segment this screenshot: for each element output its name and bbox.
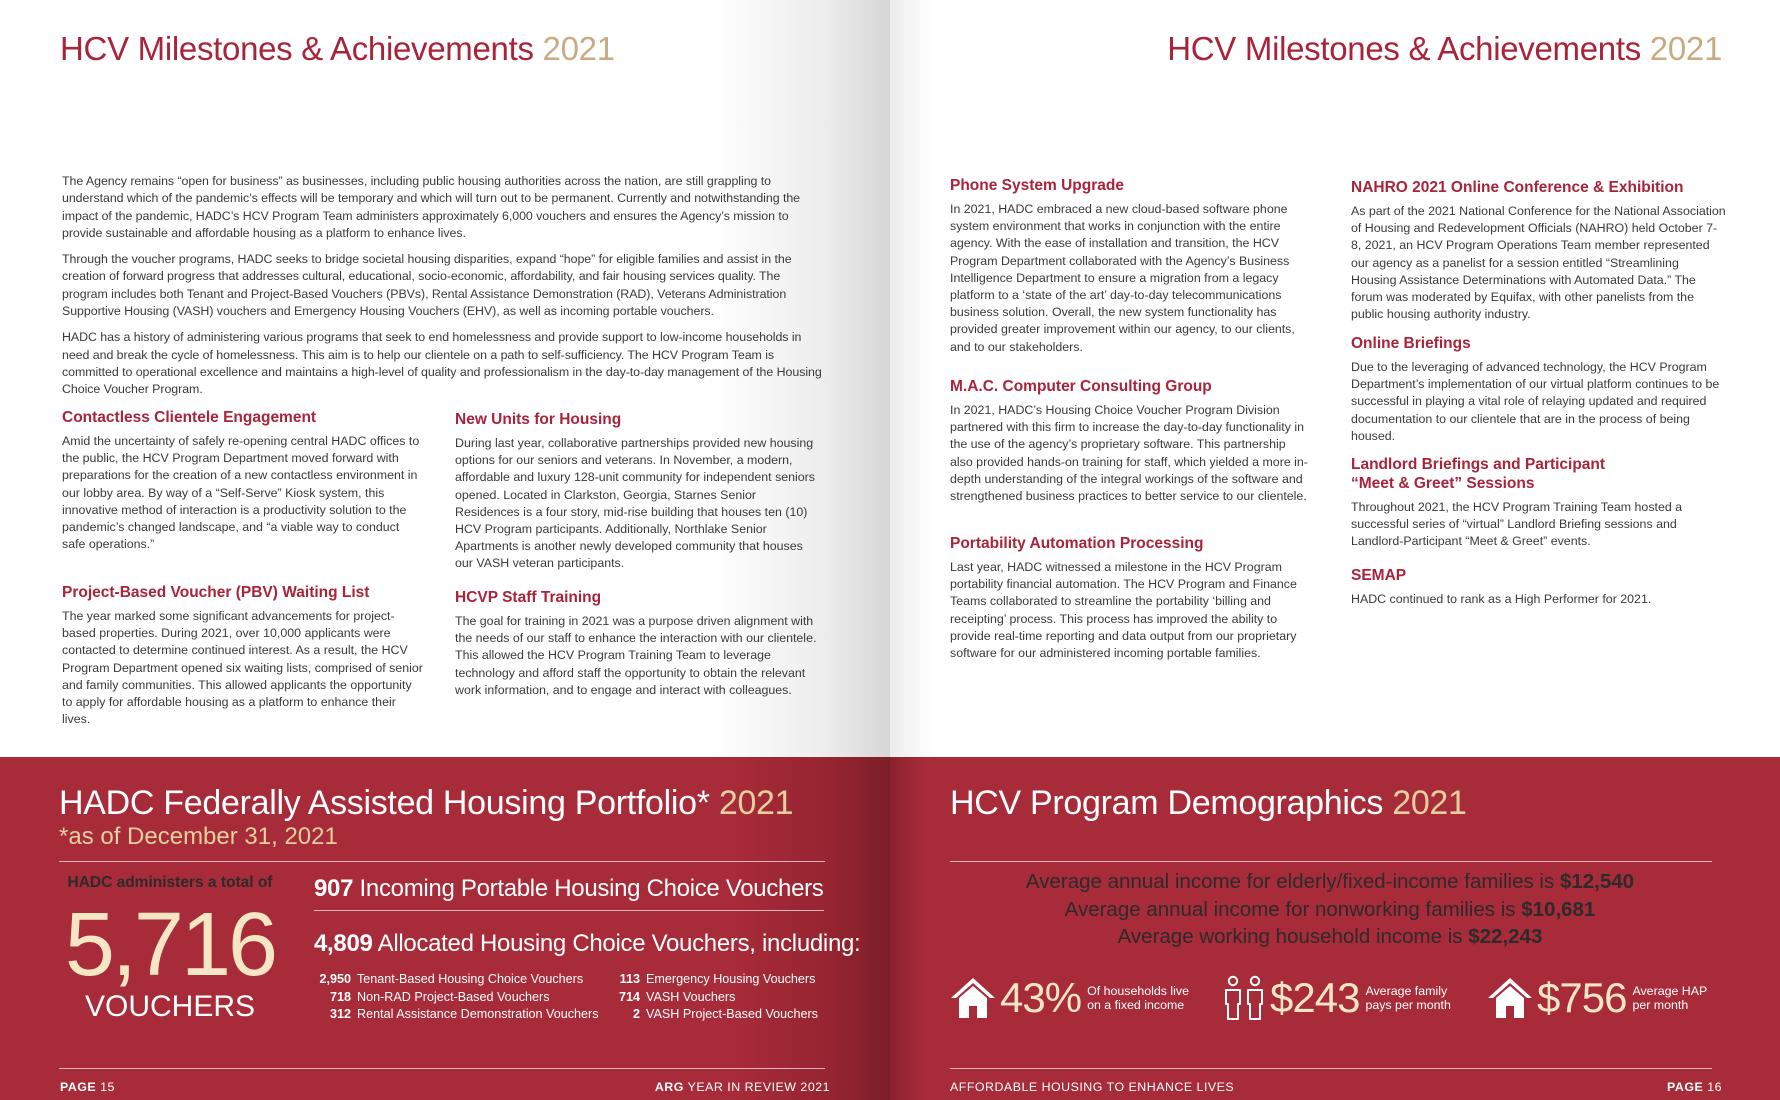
right-page — [890, 0, 1780, 1100]
section-pbv-waiting-list — [62, 583, 424, 728]
section-heading: HCVP Staff Training — [455, 589, 602, 606]
page-title-year: 2021 — [1649, 30, 1722, 67]
footer-tagline: AFFORDABLE HOUSING TO ENHANCE LIVES — [950, 1080, 1235, 1094]
page-num: 16 — [1707, 1080, 1722, 1094]
section-phone-system — [950, 176, 1308, 356]
section-heading: Contactless Clientele Engagement — [62, 409, 317, 426]
income-label: Average annual income for nonworking families is — [1064, 897, 1516, 921]
list-item-count: 714 — [618, 989, 640, 1004]
incoming-vouchers-line — [314, 875, 824, 903]
allocated-vouchers-line — [314, 930, 860, 958]
income-label: Average working household income is — [1117, 925, 1463, 948]
total-vouchers-unit: VOUCHERS — [84, 990, 256, 1023]
list-item — [313, 971, 599, 989]
income-label: Average annual income for elderly/fixed-income families is — [1025, 870, 1555, 893]
list-item-count: 312 — [329, 1007, 351, 1021]
family-icon — [1222, 975, 1266, 1021]
intro-paragraph: Through the voucher programs, HADC seeks to bridge societal housing disparities, expand “hope” for eligible families and assist in the creation of forward progress that addresses cultural, educational, socio-economic, affordability, and fair housing services quality. The program includes both Tenant and Project-Based Vouchers (PBVs), Rental Assistance Demonstration (RAD), Veterans Administration Supportive Housing (VASH) vouchers and Emergency Housing Vouchers (EHV), as well as incoming portable vouchers. — [62, 252, 792, 319]
footer-divider — [950, 1068, 1712, 1069]
section-heading: Online Briefings — [1351, 335, 1471, 352]
stat-fixed-income — [950, 975, 1189, 1021]
portfolio-title — [59, 784, 793, 822]
stat-label-line: on a fixed income — [1087, 998, 1185, 1012]
allocated-count: 4,809 — [314, 930, 373, 957]
stat-value: 43% — [1000, 974, 1082, 1021]
stat-average-hap — [1487, 975, 1707, 1021]
section-body: HADC continued to rank as a High Performer for 2021. — [1351, 592, 1652, 606]
page-number — [60, 1080, 115, 1094]
page-title — [1167, 30, 1722, 68]
income-summary — [950, 868, 1710, 951]
section-semap — [1351, 566, 1726, 608]
total-vouchers-number: 5,716 — [64, 895, 276, 995]
portfolio-subtitle: *as of December 31, 2021 — [59, 823, 338, 850]
stat-label-line: Average HAP — [1632, 984, 1708, 998]
section-body: Due to the leveraging of advanced technology, the HCV Program Department’s implementation of our virtual platform continues to be successful in playing a vital role of relaying updated and required documentation to our clientele that are in the process of being housed. — [1351, 360, 1720, 443]
stat-family-pays — [1222, 975, 1451, 1021]
section-body: During last year, collaborative partnerships provided new housing options for our seniors and veterans. In November, a modern, affordable and luxury 128-unit community for independent seniors opened. Located in Clarkston, Georgia, Starnes Senior Residences is a four story, mid-rise building that houses ten (10) HCV Program participants. Additionally, Northlake Senior Apartments is another newly developed community that houses our VASH veteran participants. — [455, 436, 816, 571]
section-portability — [950, 534, 1308, 662]
page-title — [60, 30, 615, 68]
stat-label-line: Of households live — [1087, 984, 1190, 998]
stat-label-line: Average family — [1365, 984, 1448, 998]
portfolio-title-year: 2021 — [718, 784, 794, 822]
section-body: The goal for training in 2021 was a purpose driven alignment with the needs of our staff to enhance the interaction with our clientele. This allowed the HCV Program Training Team to leverage technology and afford staff the opportunity to obtain the relevant work information, and to engage and interact with colleagues. — [455, 614, 817, 697]
section-heading: Project-Based Voucher (PBV) Waiting List — [62, 584, 370, 601]
stat-value: $756 — [1537, 974, 1627, 1021]
list-item-count: 113 — [619, 972, 640, 986]
income-line — [950, 896, 1710, 924]
section-heading: Portability Automation Processing — [950, 535, 1204, 552]
page-label: PAGE — [60, 1080, 97, 1094]
page-title-year: 2021 — [542, 30, 615, 67]
demographics-title — [950, 784, 1467, 822]
page-number — [1667, 1080, 1722, 1094]
section-contactless — [62, 408, 424, 553]
intro-paragraph: HADC has a history of administering various programs that seek to end homelessness and provide support to low-income households in need and break the cycle of homelessness. This aim is to help our clientele on a path to self-sufficiency. The HCV Program Team is committed to operational excellence and maintains a high-level of quality and professionalism in the day-to-day management of the Housing Choice Voucher Program. — [62, 330, 822, 397]
section-body: In 2021, HADC embraced a new cloud-based software phone system environment that works in conjunction with the entire agency. With the ease of installation and transition, the HCV Program Department collaborated with the Agency’s Business Intelligence Department to ensure a migration from a legacy platform to a ‘state of the art’ day-to-day telecommunications business solution. Overall, the new system functionality has provided greater improvement within our agency, to our clients, and to our stakeholders. — [950, 202, 1295, 354]
list-item-count: 2,950 — [319, 972, 351, 986]
intro-text — [62, 173, 822, 408]
list-item — [602, 989, 818, 1007]
section-online-briefings — [1351, 334, 1726, 445]
section-hcvp-staff-training — [455, 588, 817, 699]
heading-line: Landlord Briefings and Participant — [1351, 456, 1606, 473]
income-line — [950, 923, 1710, 951]
section-body: As part of the 2021 National Conference for the National Association of Housing and Redevelopment Officials (NAHRO) held October 7-8, 2021, an HCV Program Operations Team member represented our agency as a panelist for a session entitled “Streamlining Housing Assistance Determinations with Automated Data.” The forum was moderated by Equifax, with other panelists from the public housing authority industry. — [1351, 204, 1726, 322]
allocated-label: Allocated Housing Choice Vouchers, including: — [377, 930, 861, 957]
section-heading: M.A.C. Computer Consulting Group — [950, 378, 1212, 395]
stat-label-line: per month — [1632, 998, 1689, 1012]
demographics-title-text: HCV Program Demographics — [950, 784, 1384, 822]
divider — [59, 861, 825, 862]
voucher-list-a — [313, 971, 599, 1024]
footer-brand — [655, 1080, 830, 1094]
section-landlord-briefings — [1351, 455, 1726, 551]
section-mac-consulting — [950, 377, 1308, 505]
list-item-label: Rental Assistance Demonstration Vouchers — [357, 1007, 599, 1021]
page-title-text: HCV Milestones & Achievements — [60, 30, 534, 67]
voucher-list-b — [602, 971, 818, 1024]
section-heading: SEMAP — [1351, 567, 1407, 584]
admin-total-label: HADC administers a total of — [67, 874, 273, 891]
brand-tagline: YEAR IN REVIEW 2021 — [687, 1080, 830, 1094]
page-num: 15 — [100, 1080, 115, 1094]
house-icon — [1487, 976, 1533, 1020]
list-item-label: VASH Project-Based Vouchers — [646, 1007, 818, 1021]
list-item-label: Tenant-Based Housing Choice Vouchers — [357, 972, 584, 986]
section-heading: NAHRO 2021 Online Conference & Exhibition — [1351, 179, 1684, 196]
section-heading: New Units for Housing — [455, 411, 622, 428]
portfolio-title-text: HADC Federally Assisted Housing Portfolio* — [59, 784, 710, 822]
stat-label — [1087, 984, 1189, 1012]
brand-name: ARG — [654, 1080, 684, 1094]
list-item — [313, 989, 599, 1007]
stat-label — [1632, 984, 1707, 1012]
stat-label — [1365, 984, 1450, 1012]
page-label: PAGE — [1667, 1080, 1704, 1094]
incoming-label: Incoming Portable Housing Choice Vouchers — [359, 875, 824, 902]
page-title-text: HCV Milestones & Achievements — [1167, 30, 1641, 67]
list-item-count: 2 — [632, 1007, 640, 1021]
house-icon — [950, 976, 996, 1020]
income-value: $10,681 — [1521, 897, 1596, 921]
section-body: Throughout 2021, the HCV Program Training Team hosted a successful series of “virtual” Landlord Briefing sessions and Landlord-Participant “Meet & Greet” events. — [1351, 500, 1683, 549]
section-body: Last year, HADC witnessed a milestone in the HCV Program portability financial automation. The HCV Program and Finance Teams collaborated to streamline the portability ‘billing and receipting’ process. This process has improved the ability to provide real-time reporting and data output from our proprietary software for our administered incoming portable families. — [950, 560, 1297, 661]
list-item — [602, 1006, 818, 1024]
intro-paragraph: The Agency remains “open for business” as businesses, including public housing authorities across the nation, are still grappling to understand which of the pandemic’s effects will be temporary and which will turn out to be permanent. Currently and notwithstanding the impact of the pandemic, HADC’s HCV Program Team administers approximately 6,000 vouchers and ensures the Agency’s mission to provide sustainable and affordable housing as a platform to enhance lives. — [62, 174, 801, 240]
divider — [950, 861, 1712, 862]
stat-label-line: pays per month — [1365, 998, 1451, 1012]
list-item-count: 718 — [329, 989, 351, 1004]
demographics-title-year: 2021 — [1392, 784, 1467, 822]
stat-value: $243 — [1270, 974, 1360, 1021]
section-heading — [1351, 455, 1726, 493]
section-body: The year marked some significant advancements for project-based properties. During 2021, over 10,000 applicants were contacted to determine continued interest. As a result, the HCV Program Department opened six waiting lists, comprised of senior and family communities. This allowed applicants the opportunity to apply for affordable housing as a platform to enhance their lives. — [62, 609, 423, 727]
list-item-label: Emergency Housing Vouchers — [646, 972, 816, 986]
list-item-label: Non-RAD Project-Based Vouchers — [357, 989, 550, 1004]
income-line — [950, 868, 1710, 896]
heading-line: “Meet & Greet” Sessions — [1351, 475, 1535, 492]
divider — [314, 910, 824, 911]
section-heading: Phone System Upgrade — [950, 177, 1124, 194]
section-nahro — [1351, 178, 1726, 323]
list-item-label: VASH Vouchers — [646, 989, 736, 1004]
section-body: Amid the uncertainty of safely re-opening central HADC offices to the public, the HCV Program Department moved forward with preparations for the creation of a new contactless environment in our lobby area. By way of a “Self-Serve” Kiosk system, this innovative method of interaction is a productivity solution to the pandemic’s changed landscape, and “a viable way to conduct safe operations.” — [62, 434, 420, 552]
income-value: $22,243 — [1468, 925, 1543, 948]
incoming-count: 907 — [314, 875, 354, 902]
list-item — [313, 1006, 599, 1024]
section-new-units — [455, 410, 817, 573]
section-body: In 2021, HADC’s Housing Choice Voucher Program Division partnered with this firm to increase the day-to-day functionality in the use of the agency’s proprietary software. This partnership also provided hands-on training for staff, which yielded a more in-depth understanding of the integral workings of the software and strengthened business practices to better service to our clientele. — [950, 403, 1308, 504]
income-value: $12,540 — [1559, 870, 1635, 893]
footer-divider — [59, 1068, 825, 1069]
list-item — [602, 971, 818, 989]
